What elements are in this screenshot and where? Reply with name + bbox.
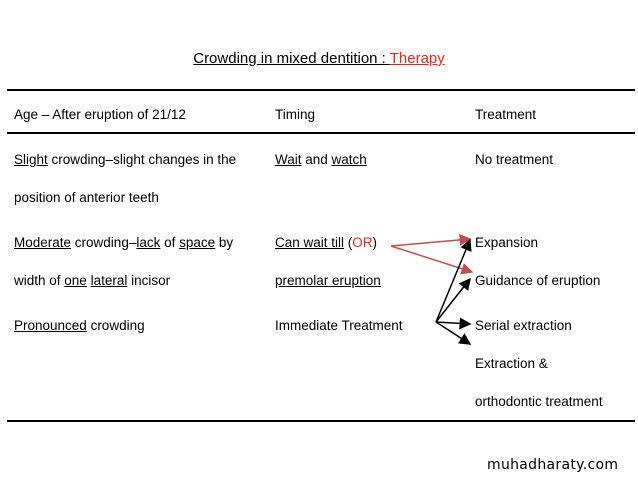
row2-treatment-guidance: Guidance of eruption [475, 273, 601, 288]
row1-age-rest: crowding–slight changes in the [47, 152, 237, 167]
row3-age-crowding: crowding [86, 318, 145, 333]
black-arrow-to-serial [436, 322, 470, 324]
row3-treatment-ortho: orthodontic treatment [475, 394, 603, 409]
row2-timing-canwait: Can wait till [275, 235, 345, 250]
row1-timing-and: and [301, 152, 332, 167]
title-highlight: Therapy [389, 50, 445, 67]
row2-age-one: one [64, 273, 87, 288]
row1-age-keyword: Slight [14, 152, 48, 167]
title-prefix: Crowding in mixed dentition : [193, 50, 390, 67]
row1-treatment: No treatment [475, 152, 554, 167]
row2-age2-text2: incisor [127, 273, 171, 288]
row1-timing-wait: Wait [275, 152, 302, 167]
row2-age-lateral: lateral [90, 273, 128, 288]
row3-treatment-serial: Serial extraction [475, 318, 572, 333]
black-arrow-to-expansion [436, 240, 470, 322]
row2-timing-paren-open: ( [344, 235, 353, 250]
row2-timing-or: OR [352, 235, 373, 250]
row2-age-text3: by [215, 235, 234, 250]
row1-timing-watch: watch [331, 152, 367, 167]
black-arrow-to-extraction [436, 322, 470, 344]
header-timing: Timing [275, 107, 316, 122]
header-age: Age – After eruption of 21/12 [14, 107, 186, 122]
watermark: muhadharaty.com [487, 457, 619, 473]
header-treatment: Treatment [475, 107, 537, 122]
red-arrow-to-guidance [391, 246, 472, 272]
black-arrow-to-guidance [436, 279, 470, 322]
row2-treatment-expansion: Expansion [475, 235, 539, 250]
row1-age-line2: position of anterior teeth [14, 190, 159, 205]
row2-timing-line2: premolar eruption [275, 273, 381, 288]
row2-timing-paren-close: ) [372, 235, 378, 250]
row2-age-text2: of [160, 235, 180, 250]
row3-age-pronounced: Pronounced [14, 318, 87, 333]
row3-treatment-extraction: Extraction & [475, 356, 548, 371]
red-arrow-to-expansion [391, 239, 470, 246]
row2-age2-text1: width of [14, 273, 65, 288]
row2-age-lack: lack [136, 235, 161, 250]
row2-age-text1: crowding– [71, 235, 137, 250]
row3-timing: Immediate Treatment [275, 318, 403, 333]
row2-age-space: space [179, 235, 216, 250]
row2-age-moderate: Moderate [14, 235, 72, 250]
